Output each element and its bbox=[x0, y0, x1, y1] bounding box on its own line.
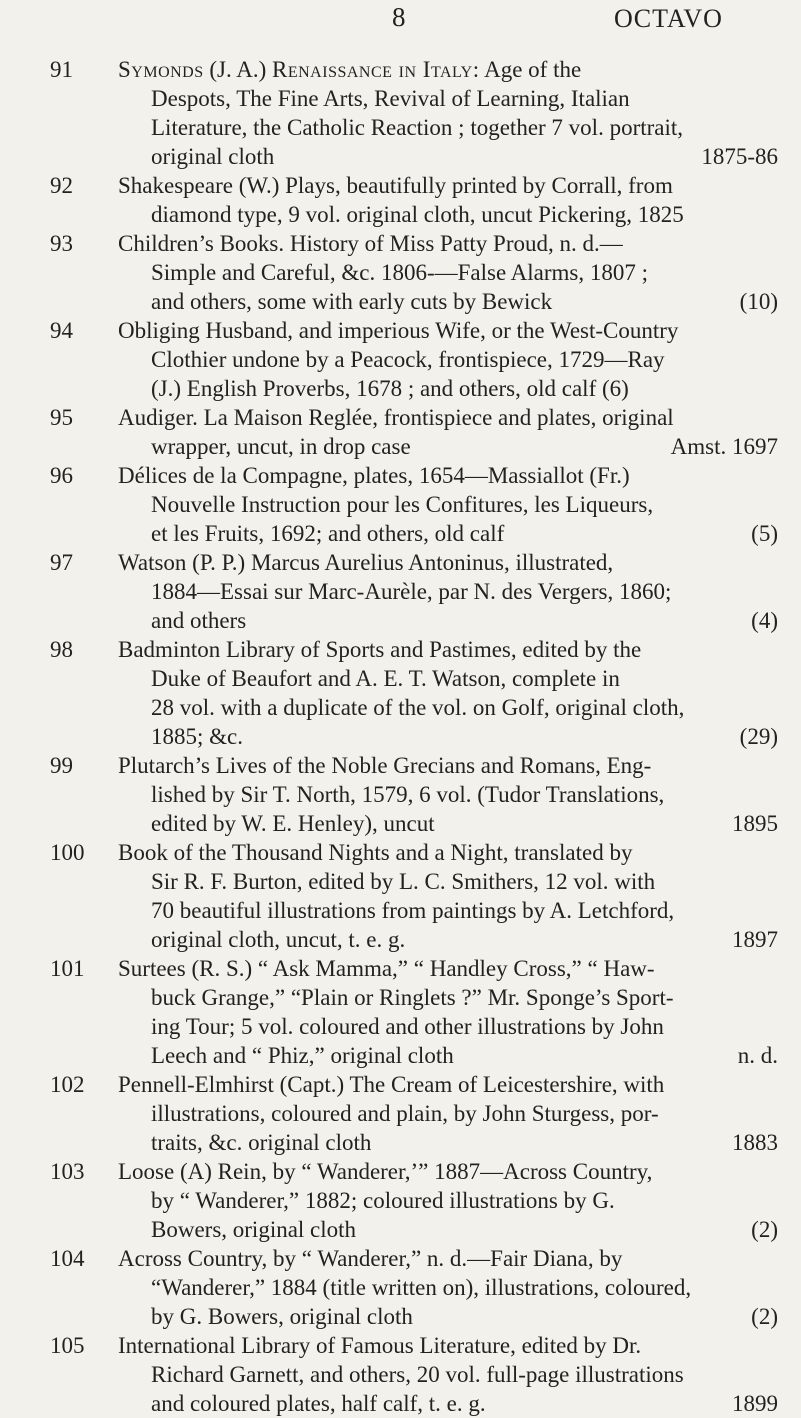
lot-date-or-count: (10) bbox=[739, 289, 778, 314]
line-text: and coloured plates, half calf, t. e. g. bbox=[151, 1391, 486, 1416]
lot-description bbox=[118, 751, 778, 838]
description-line: ing Tour; 5 vol. coloured and other illustrations by John bbox=[151, 1014, 664, 1039]
lot-entry bbox=[0, 751, 801, 838]
lot-number: 94 bbox=[50, 318, 73, 343]
description-line: Clothier undone by a Peacock, frontispiece, 1729—Ray bbox=[151, 347, 665, 372]
lot-date-or-count: (4) bbox=[751, 608, 778, 633]
lot-date-or-count: 1897 bbox=[732, 927, 778, 952]
description-line: (J.) English Proverbs, 1678 ; and others, old calf (6) bbox=[151, 376, 629, 401]
description-line: Richard Garnett, and others, 20 vol. full-page illustrations bbox=[151, 1362, 684, 1387]
description-line: Across Country, by “ Wanderer,” n. d.—Fair Diana, by bbox=[118, 1246, 623, 1271]
description-line bbox=[118, 142, 778, 171]
lot-number: 99 bbox=[50, 753, 73, 778]
description-line: illustrations, coloured and plain, by John Sturgess, por- bbox=[151, 1101, 659, 1126]
description-line bbox=[118, 1215, 778, 1244]
lot-entry bbox=[0, 171, 801, 229]
lot-entry bbox=[0, 403, 801, 461]
lot-number: 102 bbox=[50, 1072, 85, 1097]
page-header bbox=[0, 2, 801, 42]
description-line: Surtees (R. S.) “ Ask Mamma,” “ Handley Cross,” “ Haw- bbox=[118, 956, 655, 981]
lot-date-or-count: 1883 bbox=[732, 1130, 778, 1155]
description-line: Book of the Thousand Nights and a Night, translated by bbox=[118, 840, 633, 865]
lot-entry bbox=[0, 461, 801, 548]
description-line: Badminton Library of Sports and Pastimes, edited by the bbox=[118, 637, 642, 662]
lot-description bbox=[118, 316, 778, 403]
description-line bbox=[118, 925, 778, 954]
lot-number: 104 bbox=[50, 1246, 85, 1271]
lot-description bbox=[118, 461, 778, 548]
description-line: Simple and Careful, &c. 1806-—False Alarms, 1807 ; bbox=[151, 260, 648, 285]
description-line: Loose (A) Rein, by “ Wanderer,’” 1887—Across Country, bbox=[118, 1159, 653, 1184]
line-text: Bowers, original cloth bbox=[151, 1217, 357, 1242]
line-text: original cloth bbox=[151, 144, 275, 169]
lot-description bbox=[118, 635, 778, 751]
description-line: by “ Wanderer,” 1882; coloured illustrations by G. bbox=[151, 1188, 615, 1213]
lot-description bbox=[118, 1244, 778, 1331]
lot-description bbox=[118, 548, 778, 635]
lot-number: 91 bbox=[50, 57, 73, 82]
lot-description bbox=[118, 1070, 778, 1157]
description-line: Children’s Books. History of Miss Patty Proud, n. d.— bbox=[118, 231, 623, 256]
lot-date-or-count: (2) bbox=[751, 1304, 778, 1329]
description-line: Watson (P. P.) Marcus Aurelius Antoninus, illustrated, bbox=[118, 550, 614, 575]
lot-entry bbox=[0, 1331, 801, 1418]
lot-number: 93 bbox=[50, 231, 73, 256]
description-line: 70 beautiful illustrations from paintings by A. Letchford, bbox=[151, 898, 675, 923]
line-text: by G. Bowers, original cloth bbox=[151, 1304, 413, 1329]
line-text: (J. A.) bbox=[203, 57, 273, 82]
description-line: Nouvelle Instruction pour les Confitures, les Liqueurs, bbox=[151, 492, 654, 517]
author-name: Symonds bbox=[118, 57, 204, 82]
description-line: Duke of Beaufort and A. E. T. Watson, complete in bbox=[151, 666, 620, 691]
description-line: lished by Sir T. North, 1579, 6 vol. (Tudor Translations, bbox=[151, 782, 665, 807]
lot-description bbox=[118, 838, 778, 954]
description-line bbox=[118, 519, 778, 548]
lot-date-or-count: (29) bbox=[739, 724, 778, 749]
description-line: Audiger. La Maison Reglée, frontispiece and plates, original bbox=[118, 405, 674, 430]
description-line: Plutarch’s Lives of the Noble Grecians and Romans, Eng- bbox=[118, 753, 652, 778]
lot-entry bbox=[0, 1157, 801, 1244]
lot-number: 100 bbox=[50, 840, 85, 865]
line-text: and others bbox=[151, 608, 247, 633]
lot-description bbox=[118, 1331, 778, 1418]
lot-date-or-count: (5) bbox=[751, 521, 778, 546]
description-line bbox=[118, 287, 778, 316]
description-line: diamond type, 9 vol. original cloth, uncut Pickering, 1825 bbox=[151, 202, 684, 227]
lot-date-or-count: 1899 bbox=[732, 1391, 778, 1416]
lot-description bbox=[118, 171, 778, 229]
description-line: Shakespeare (W.) Plays, beautifully printed by Corrall, from bbox=[118, 173, 673, 198]
description-line bbox=[118, 432, 778, 461]
section-title: OCTAVO bbox=[614, 4, 723, 33]
lot-description bbox=[118, 1157, 778, 1244]
lot-number: 98 bbox=[50, 637, 73, 662]
lot-description bbox=[118, 55, 778, 171]
lot-number: 95 bbox=[50, 405, 73, 430]
lot-list bbox=[0, 55, 801, 1418]
lot-entry bbox=[0, 1070, 801, 1157]
lot-entry bbox=[0, 838, 801, 954]
description-line: “Wanderer,” 1884 (title written on), illustrations, coloured, bbox=[151, 1275, 692, 1300]
description-line: Despots, The Fine Arts, Revival of Learning, Italian bbox=[151, 86, 630, 111]
line-text: Leech and “ Phiz,” original cloth bbox=[151, 1043, 454, 1068]
lot-entry bbox=[0, 55, 801, 171]
description-line bbox=[118, 809, 778, 838]
lot-entry bbox=[0, 635, 801, 751]
lot-number: 105 bbox=[50, 1333, 85, 1358]
lot-number: 96 bbox=[50, 463, 73, 488]
description-line: Pennell-Elmhirst (Capt.) The Cream of Leicestershire, with bbox=[118, 1072, 665, 1097]
lot-description bbox=[118, 954, 778, 1070]
description-line: Sir R. F. Burton, edited by L. C. Smithers, 12 vol. with bbox=[151, 869, 656, 894]
line-text: edited by W. E. Henley), uncut bbox=[151, 811, 435, 836]
lot-date-or-count: n. d. bbox=[737, 1043, 778, 1068]
line-text: et les Fruits, 1692; and others, old calf bbox=[151, 521, 505, 546]
line-text: wrapper, uncut, in drop case bbox=[151, 434, 411, 459]
description-line bbox=[118, 606, 778, 635]
lot-number: 92 bbox=[50, 173, 73, 198]
description-line bbox=[118, 1389, 778, 1418]
description-line bbox=[118, 55, 778, 84]
lot-number: 101 bbox=[50, 956, 85, 981]
line-text: and others, some with early cuts by Bewick bbox=[151, 289, 553, 314]
description-line: International Library of Famous Literature, edited by Dr. bbox=[118, 1333, 642, 1358]
lot-date-or-count: Amst. 1697 bbox=[670, 434, 778, 459]
line-text: original cloth, uncut, t. e. g. bbox=[151, 927, 406, 952]
lot-entry bbox=[0, 229, 801, 316]
lot-number: 97 bbox=[50, 550, 73, 575]
description-line bbox=[118, 1128, 778, 1157]
lot-description bbox=[118, 229, 778, 316]
lot-entry bbox=[0, 954, 801, 1070]
description-line bbox=[118, 1302, 778, 1331]
description-line: 1884—Essai sur Marc-Aurèle, par N. des Vergers, 1860; bbox=[151, 579, 672, 604]
description-line: Obliging Husband, and imperious Wife, or the West-Country bbox=[118, 318, 679, 343]
lot-date-or-count: 1875-86 bbox=[701, 144, 778, 169]
lot-number: 103 bbox=[50, 1159, 85, 1184]
lot-description bbox=[118, 403, 778, 461]
lot-date-or-count: 1895 bbox=[732, 811, 778, 836]
description-line bbox=[118, 722, 778, 751]
description-line: Literature, the Catholic Reaction ; together 7 vol. portrait, bbox=[151, 115, 684, 140]
description-line: buck Grange,” “Plain or Ringlets ?” Mr. Sponge’s Sport- bbox=[151, 985, 674, 1010]
line-text: 1885; &c. bbox=[151, 724, 243, 749]
description-line bbox=[118, 1041, 778, 1070]
description-line: Délices de la Compagne, plates, 1654—Massiallot (Fr.) bbox=[118, 463, 630, 488]
lot-entry bbox=[0, 1244, 801, 1331]
page-number: 8 bbox=[392, 2, 406, 32]
lot-date-or-count: (2) bbox=[751, 1217, 778, 1242]
line-text: traits, &c. original cloth bbox=[151, 1130, 372, 1155]
line-text: Age of the bbox=[479, 57, 582, 82]
work-title: Renaissance in Italy: bbox=[272, 57, 480, 82]
lot-entry bbox=[0, 548, 801, 635]
lot-entry bbox=[0, 316, 801, 403]
description-line: 28 vol. with a duplicate of the vol. on Golf, original cloth, bbox=[151, 695, 685, 720]
